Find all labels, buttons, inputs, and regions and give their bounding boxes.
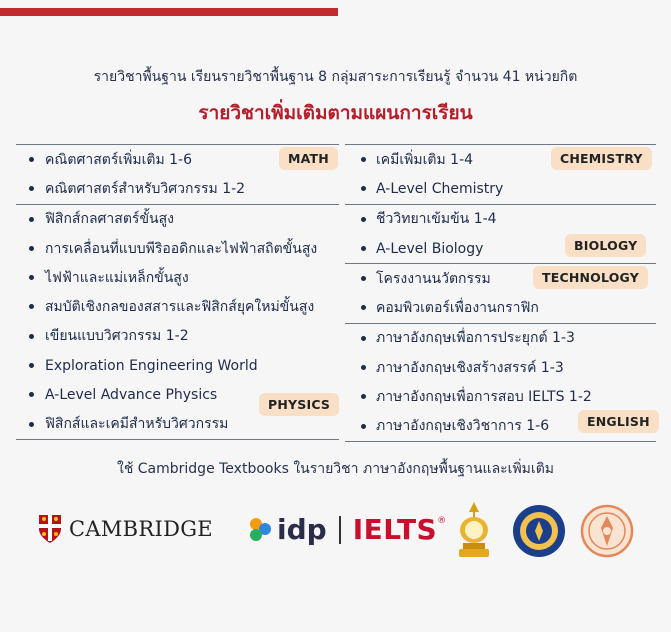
right-column <box>345 144 656 442</box>
registered-mark: ® <box>437 516 447 526</box>
english-tag: ENGLISH <box>578 410 659 433</box>
list-item: การเคลื่อนที่แบบพีริออดิกและไฟฟ้าสถิตขั้นสูง <box>16 234 339 263</box>
list-item: คณิตศาสตร์เพิ่มเติม 1-6 <box>16 145 339 174</box>
idp-ielts-logo <box>246 514 446 546</box>
list-item: A-Level Chemistry <box>345 174 656 203</box>
ielts-wordmark: IELTS <box>352 513 438 546</box>
list-item: ภาษาอังกฤษเชิงสร้างสรรค์ 1-3 <box>345 353 656 382</box>
orange-seal-logo <box>580 504 634 558</box>
list-item: A-Level Advance Physics <box>16 380 339 409</box>
biology-section <box>345 204 656 264</box>
chemistry-section <box>345 144 656 204</box>
list-item: คณิตศาสตร์สำหรับวิศวกรรม 1-2 <box>16 174 339 203</box>
technology-tag: TECHNOLOGY <box>533 266 648 289</box>
technology-section <box>345 263 656 323</box>
list-item: โครงงานนวัตกรรม <box>345 264 656 293</box>
physics-tag: PHYSICS <box>259 393 339 416</box>
list-item: ภาษาอังกฤษเชิงวิชาการ 1-6 <box>345 412 656 441</box>
cambridge-shield-icon <box>38 514 62 544</box>
list-item: เขียนแบบวิศวกรรม 1-2 <box>16 322 339 351</box>
math-section <box>16 144 339 204</box>
math-tag: MATH <box>279 147 338 170</box>
idp-wordmark: idp <box>277 513 327 546</box>
english-section <box>345 323 656 442</box>
intro-text: รายวิชาพื้นฐาน เรียนรายวิชาพื้นฐาน 8 กลุ่มสาระการเรียนรู้ จำนวน 41 หน่วยกิต <box>93 69 578 85</box>
cambridge-wordmark: CAMBRIDGE <box>69 517 213 541</box>
logo-divider <box>339 516 341 544</box>
list-item: ภาษาอังกฤษเพื่อการสอบ IELTS 1-2 <box>345 382 656 411</box>
partner-logos <box>0 500 671 570</box>
blue-seal-icon <box>512 504 566 558</box>
biology-tag: BIOLOGY <box>565 234 646 257</box>
cambridge-logo <box>38 514 213 544</box>
blue-seal-logo <box>512 504 566 558</box>
list-item: A-Level Biology <box>345 234 656 263</box>
left-column <box>16 144 339 440</box>
list-item: เคมีเพิ่มเติม 1-4 <box>345 145 656 174</box>
list-item: ฟิสิกส์กลศาสตร์ขั้นสูง <box>16 205 339 234</box>
list-item: ฟิสิกส์และเคมีสำหรับวิศวกรรม <box>16 410 339 439</box>
orange-seal-icon <box>580 504 634 558</box>
textbook-note: ใช้ Cambridge Textbooks ในรายวิชา ภาษาอังกฤษพื้นฐานและเพิ่มเติม <box>116 461 555 477</box>
top-accent-bar <box>0 8 338 16</box>
page-title: รายวิชาเพิ่มเติมตามแผนการเรียน <box>198 102 473 124</box>
list-item: ไฟฟ้าและแม่เหล็กขั้นสูง <box>16 263 339 292</box>
crest-logo <box>455 500 493 560</box>
royal-crest-icon <box>455 500 493 560</box>
list-item: Exploration Engineering World <box>16 351 339 380</box>
list-item: ชีววิทยาเข้มข้น 1-4 <box>345 205 656 234</box>
list-item: คอมพิวเตอร์เพื่องานกราฟิก <box>345 293 656 322</box>
list-item: สมบัติเชิงกลของสสารและฟิสิกส์ยุคใหม่ขั้นสูง <box>16 292 339 321</box>
idp-mark-icon <box>246 516 274 544</box>
chemistry-tag: CHEMISTRY <box>551 147 652 170</box>
physics-section <box>16 204 339 440</box>
list-item: ภาษาอังกฤษเพื่อการประยุกต์ 1-3 <box>345 324 656 353</box>
